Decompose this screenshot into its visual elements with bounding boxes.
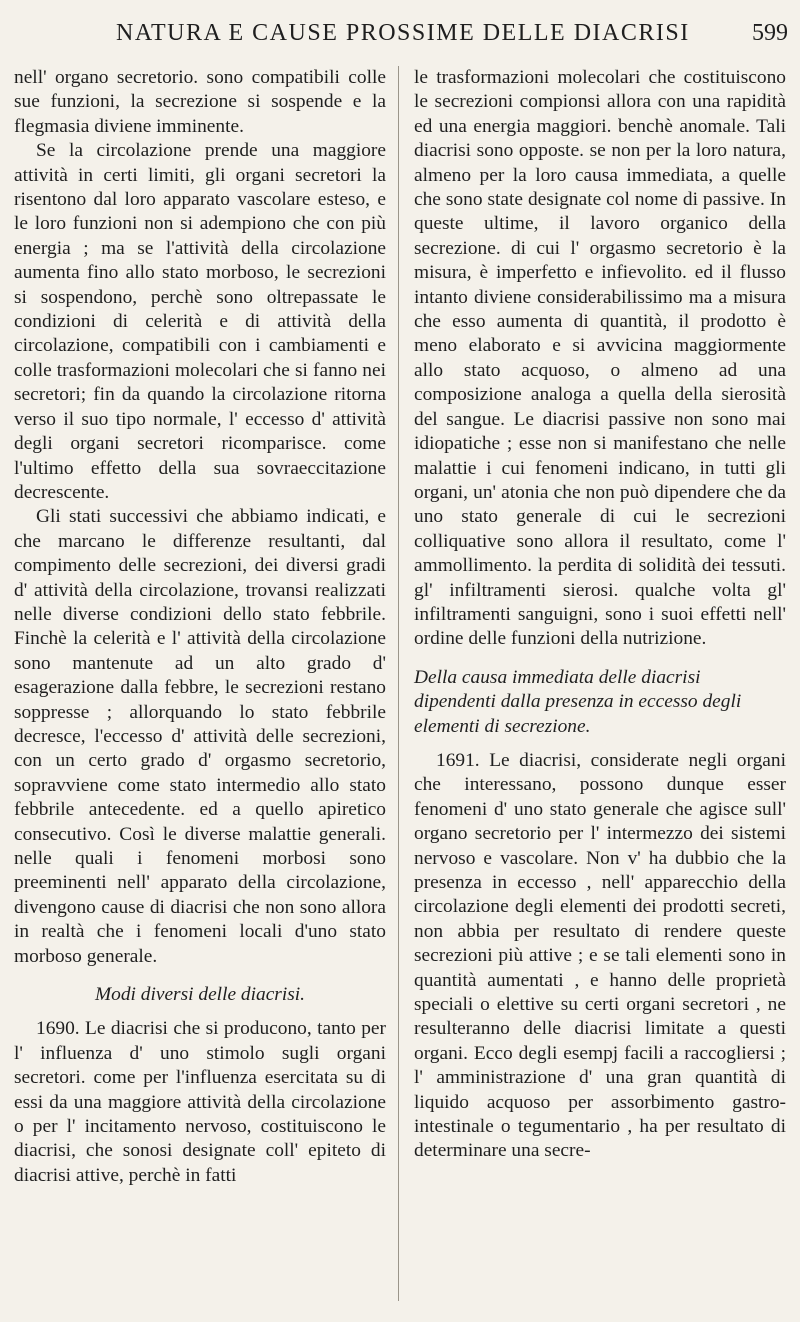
running-head: NATURA E CAUSE PROSSIME DELLE DIACRISI: [116, 20, 690, 46]
paragraph: nell' organo secretorio. sono compatibili colle sue funzioni, la secrezione si sospende e la flegmasia diviene imminente.: [14, 67, 386, 137]
column-divider: [398, 66, 399, 1301]
page-header: [0, 20, 800, 60]
left-column: [14, 66, 386, 1188]
numbered-paragraph: [14, 1017, 386, 1188]
section-heading: Modi diversi delle diacrisi.: [94, 984, 306, 1006]
paragraph: le trasformazioni molecolari che costituiscono le secrezioni compionsi allora con una rapidità ed una energia maggiori. benchè anomale. Tali diacrisi sono opposte. se non per la loro natura, almeno per la loro causa immediata, a quelle che sono state designate col nome di passive. In queste ultime, il lavoro organico della secrezione. di cui l' orgasmo secretorio è la misura, è imperfetto e infievolito. ed il flusso intanto diviene considerabilissimo ma a misura che esso aumenta di quantità, il prodotto è meno elaborato e si avvicina maggiormente allo stato acquoso, o almeno ad una composizione analoga a quella della sierosità del sangue. Le diacrisi passive non sono mai idiopatiche ; esse non si manifestano che nelle malattie i cui fenomeni indicano, in tutti gli organi, un' atonia che non può dipendere che da uno stato generale di cui le secrezioni colliquative sono allora il resultato, come l' ammollimento. la perdita di solidità dei tessuti. gl' infiltramenti sierosi. qualche volta gl' infiltramenti sanguigni, sono i suoi effetti nell' ordine delle funzioni della nutrizione.: [414, 67, 786, 650]
right-column: [414, 66, 786, 1164]
paragraph-text: Le diacrisi che si producono, tanto per l' influenza d' uno stimolo sugli organi secretori. come per l'influenza esercitata su di essi da una maggiore attività della circolazione o per l' incitamento nervoso, costituiscono le diacrisi, che sonosi designate coll' epiteto di diacrisi attive, perchè in fatti: [14, 1018, 386, 1186]
numbered-paragraph: [414, 749, 786, 1164]
paragraph-number: 1690.: [36, 1018, 80, 1040]
section-heading: Della causa immediata delle diacrisi dipendenti dalla presenza in eccesso degli elementi di secrezione.: [414, 666, 742, 737]
paragraph-text: Le diacrisi, considerate negli organi che interessano, possono dunque esser fenomeni d' uno stato generale che agisce sull' organo secretorio per l' intermezzo dei sistemi nervoso e vascolare. Non v' ha dubbio che la presenza in eccesso , nell' apparecchio della circolazione degli elementi dei prodotti secreti, non abbia per resultato di rendere queste secrezioni più attive ; e se tali elementi sono in quantità aumentati , e hanno delle proprietà speciali o elettive su certi organi secretori , ne resulteranno delle diacrisi limitate a questi organi. Ecco degli esempj facili a raccogliersi ; l' amministrazione d' una gran quantità di liquido acquoso per assorbimento gastro-intestinale o tegumentario , ha per resultato di determinare una secre-: [414, 749, 786, 1162]
page-number: 599: [752, 20, 788, 46]
paragraph: Gli stati successivi che abbiamo indicati, e che marcano le differenze resultanti, dal compimento delle secrezioni, dei diversi gradi d' attività della circolazione, trovansi realizzati nelle diverse condizioni dello stato febbrile. Finchè la celerità e l' attività della circolazione sono mantenute ad un alto grado d' esagerazione dalla febbre, le secrezioni restano soppresse ; allorquando lo stato febbrile decresce, l'eccesso d' attività delle secrezioni, con un certo grado d' orgasmo secretorio, sopravviene come stato intermedio allo stato febbrile antecedente. ed a quello apiretico consecutivo. Così le diverse malattie generali. nelle quali i fenomeni morbosi sono preeminenti nell' apparato della circolazione, divengono cause di diacrisi che non sono allora in realtà che i fenomeni locali d'uno stato morboso generale.: [14, 506, 386, 967]
paragraph: Se la circolazione prende una maggiore attività in certi limiti, gli organi secretori la risentono dal loro apparato vascolare esteso, e le loro funzioni non si adempiono che con più energia ; ma se l'attività della circolazione aumenta fino allo stato morboso, le secrezioni si sospendono, perchè sono oltrepassate le condizioni di celerità e di attività della circolazione, compatibili con i cambiamenti e colle trasformazioni molecolari che si fanno nei secretori; fin da quando la circolazione ritorna verso il suo tipo normale, l' eccesso d' attività degli organi secretori ricomparisce. come l'ultimo effetto della sua sovraeccitazione decrescente.: [14, 140, 386, 503]
paragraph-number: 1691.: [436, 749, 480, 771]
